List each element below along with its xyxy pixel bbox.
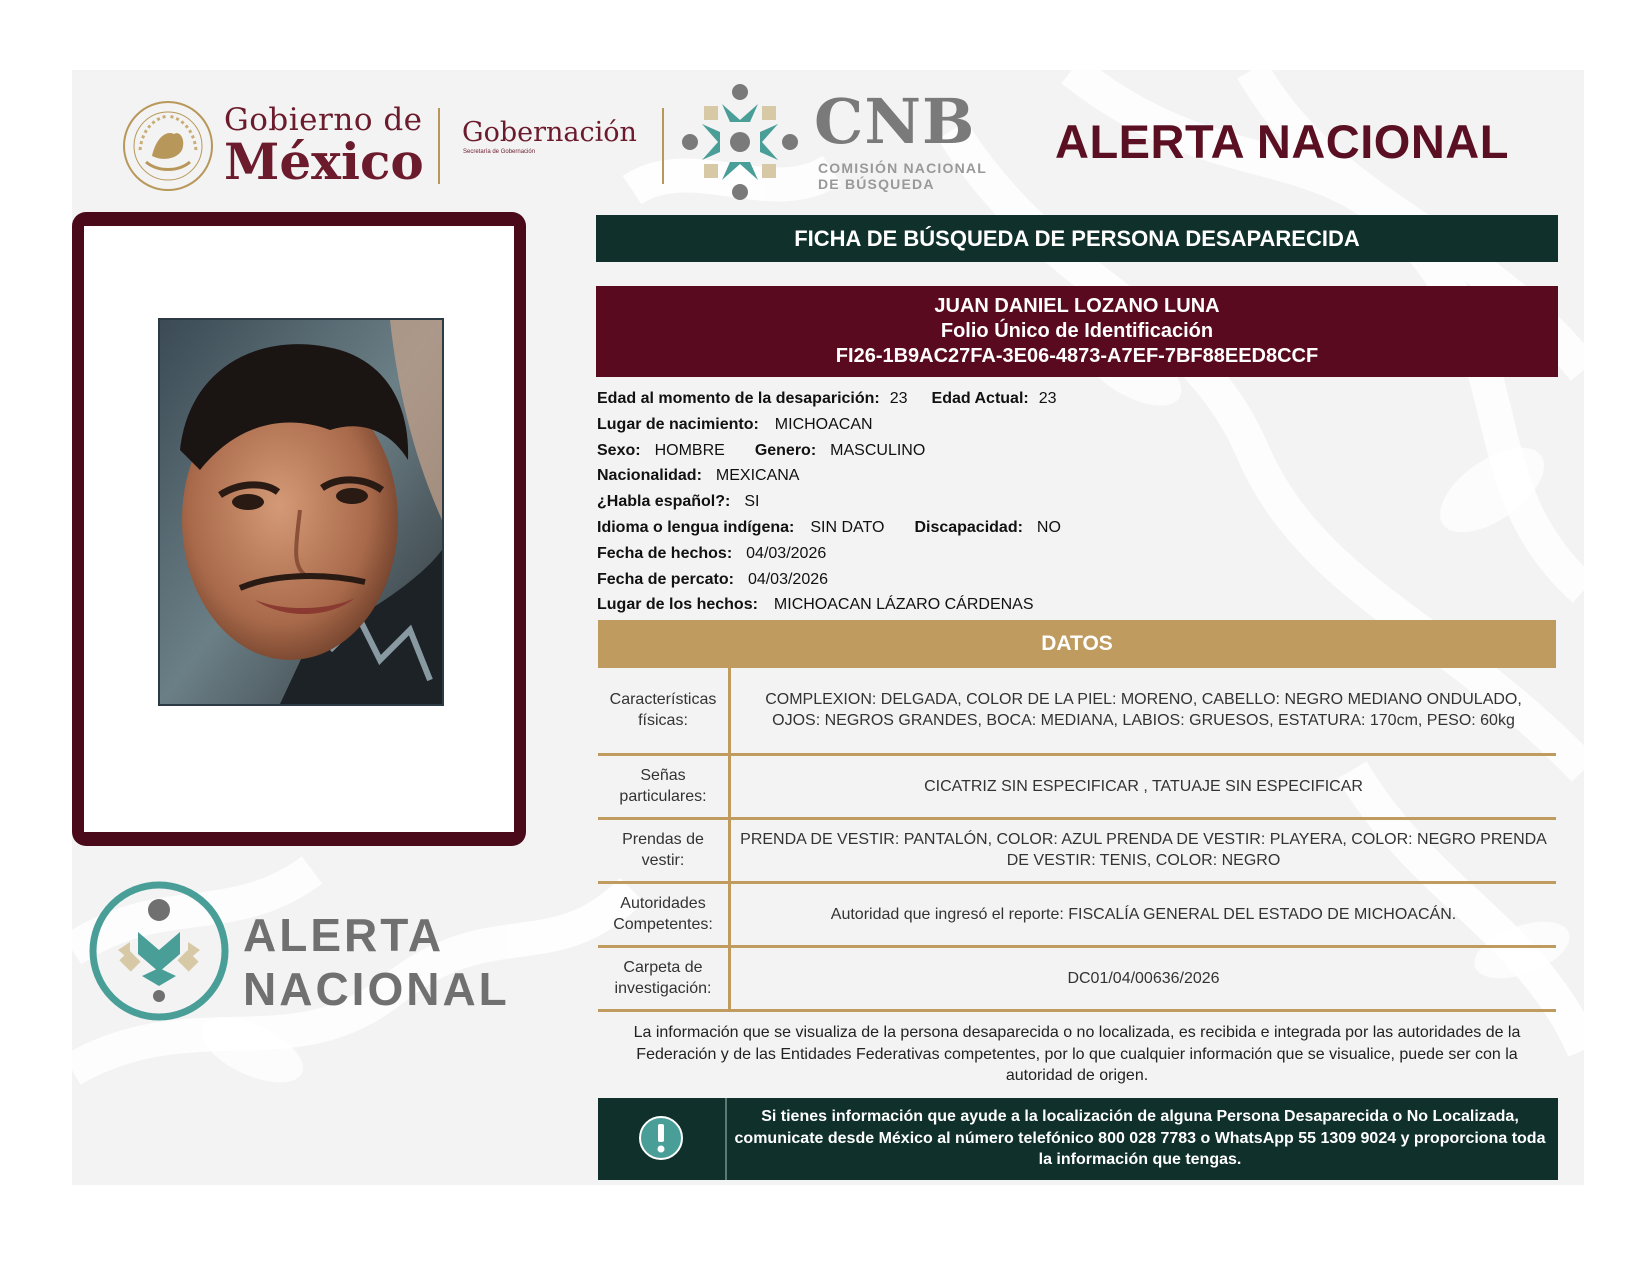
edad-actual-value: 23 — [1038, 390, 1057, 407]
mexico-seal-icon — [122, 100, 214, 192]
nacionalidad-label: Nacionalidad: — [597, 467, 702, 485]
info-row — [597, 515, 1061, 541]
ficha-title: FICHA DE BÚSQUEDA DE PERSONA DESAPARECIDA — [596, 215, 1558, 262]
info-row — [597, 592, 1061, 618]
person-photo-image — [160, 320, 442, 704]
row-label: Autoridades Competentes: — [598, 882, 730, 946]
person-name-box — [596, 286, 1558, 377]
logo-line1: ALERTA — [243, 909, 445, 961]
folio-label: Folio Único de Identificación — [940, 320, 1214, 342]
row-value: COMPLEXION: DELGADA, COLOR DE LA PIEL: MORENO, CABELLO: NEGRO MEDIANO ONDULADO, OJOS: NEGROS GRANDES, BOCA: MEDIANA, LABIOS: GRUESOS, ESTATURA: 170cm, PESO: 60kg — [730, 668, 1557, 754]
cnb-sub-line2: DE BÚSQUEDA — [818, 176, 935, 192]
table-row — [598, 668, 1556, 754]
info-row — [597, 386, 1061, 412]
genero-label: Genero: — [754, 441, 817, 459]
cnb-sub-line1: COMISIÓN NACIONAL — [818, 160, 987, 176]
callout-text: Si tienes información que ayude a la localización de alguna Persona Desaparecida o No Localizada, comunicate desde México al número telefónico 800 028 7783 o WhatsApp 55 1309 9024 y proporciona toda la información que tengas. — [734, 1108, 1546, 1168]
row-value: CICATRIZ SIN ESPECIFICAR , TATUAJE SIN ESPECIFICAR — [730, 754, 1557, 818]
edad-actual-label: Edad Actual: — [931, 390, 1029, 407]
info-row — [597, 541, 1061, 567]
row-label: Características físicas: — [598, 668, 730, 754]
folio-value: FI26-1B9AC27FA-3E06-4873-A7EF-7BF88EED8CCF — [835, 345, 1319, 367]
datos-table — [598, 668, 1556, 1012]
edad-desaparicion-value: 23 — [889, 390, 908, 407]
person-info — [597, 386, 1061, 618]
info-row — [597, 567, 1061, 593]
person-photo — [158, 318, 444, 706]
table-row — [598, 754, 1556, 818]
idioma-value: SIN DATO — [810, 518, 885, 536]
fecha-hechos-value: 04/03/2026 — [746, 544, 827, 562]
lugar-hechos-label: Lugar de los hechos: — [597, 596, 758, 614]
edad-desaparicion-label: Edad al momento de la desaparición: — [597, 390, 880, 407]
disclaimer-text: La información que se visualiza de la persona desaparecida o no localizada, es recibida e integrada por las autoridades de la Federación y de las Entidades Federativas competentes, por lo que cualquier información que se visualice, puede ser con la autoridad de origen. — [633, 1024, 1521, 1084]
gob-line1: Gobierno de — [224, 102, 423, 138]
lugar-nacimiento-label: Lugar de nacimiento: — [597, 415, 759, 433]
contact-callout — [598, 1098, 1558, 1180]
discapacidad-value: NO — [1036, 518, 1061, 536]
row-value: DC01/04/00636/2026 — [730, 946, 1557, 1010]
sexo-label: Sexo: — [597, 441, 641, 459]
habla-label: ¿Habla español?: — [597, 493, 731, 511]
table-row — [598, 946, 1556, 1010]
table-row — [598, 882, 1556, 946]
cnb-subtitle — [818, 160, 987, 192]
exclamation-icon — [598, 1098, 725, 1180]
logo-line2: NACIONAL — [243, 963, 510, 1015]
fecha-hechos-label: Fecha de hechos: — [597, 544, 733, 562]
fecha-percato-value: 04/03/2026 — [747, 570, 829, 588]
gobernacion-subtitle: Secretaría de Gobernación — [463, 149, 536, 155]
alerta-nacional-title: ALERTA NACIONAL — [1055, 115, 1509, 168]
row-label: Prendas de vestir: — [598, 818, 730, 882]
info-row — [597, 412, 1061, 438]
gobierno-de-mexico-logo — [224, 102, 424, 191]
row-label: Carpeta de investigación: — [598, 946, 730, 1010]
alerta-nacional-logo-icon — [88, 880, 230, 1022]
alerta-nacional-wordmark — [243, 908, 510, 1016]
gobernacion-logo: Gobernación — [462, 117, 637, 148]
sexo-value: HOMBRE — [654, 441, 725, 459]
callout-icon-cell — [598, 1098, 727, 1180]
row-value: Autoridad que ingresó el reporte: FISCALÍA GENERAL DEL ESTADO DE MICHOACÁN. — [730, 882, 1557, 946]
row-value: PRENDA DE VESTIR: PANTALÓN, COLOR: AZUL PRENDA DE VESTIR: PLAYERA, COLOR: NEGRO PRENDA DE VESTIR: TENIS, COLOR: NEGRO — [730, 818, 1557, 882]
table-row — [598, 818, 1556, 882]
info-row — [597, 463, 1061, 489]
cnb-wordmark: CNB — [814, 85, 976, 158]
datos-heading: DATOS — [598, 620, 1556, 668]
nacionalidad-value: MEXICANA — [715, 467, 800, 485]
row-label: Señas particulares: — [598, 754, 730, 818]
idioma-label: Idioma o lengua indígena: — [597, 518, 795, 536]
gob-line2: México — [224, 132, 424, 191]
person-name: JUAN DANIEL LOZANO LUNA — [934, 295, 1220, 317]
lugar-nacimiento-value: MICHOACAN — [774, 415, 873, 433]
lugar-hechos-value: MICHOACAN LÁZARO CÁRDENAS — [773, 596, 1034, 614]
header-divider — [438, 108, 440, 184]
header-divider — [662, 108, 664, 184]
discapacidad-label: Discapacidad: — [914, 518, 1023, 536]
habla-value: SI — [744, 493, 760, 511]
cnb-logo-icon — [680, 82, 800, 202]
info-row — [597, 438, 1061, 464]
genero-value: MASCULINO — [830, 441, 926, 459]
info-row — [597, 489, 1061, 515]
fecha-percato-label: Fecha de percato: — [597, 570, 734, 588]
